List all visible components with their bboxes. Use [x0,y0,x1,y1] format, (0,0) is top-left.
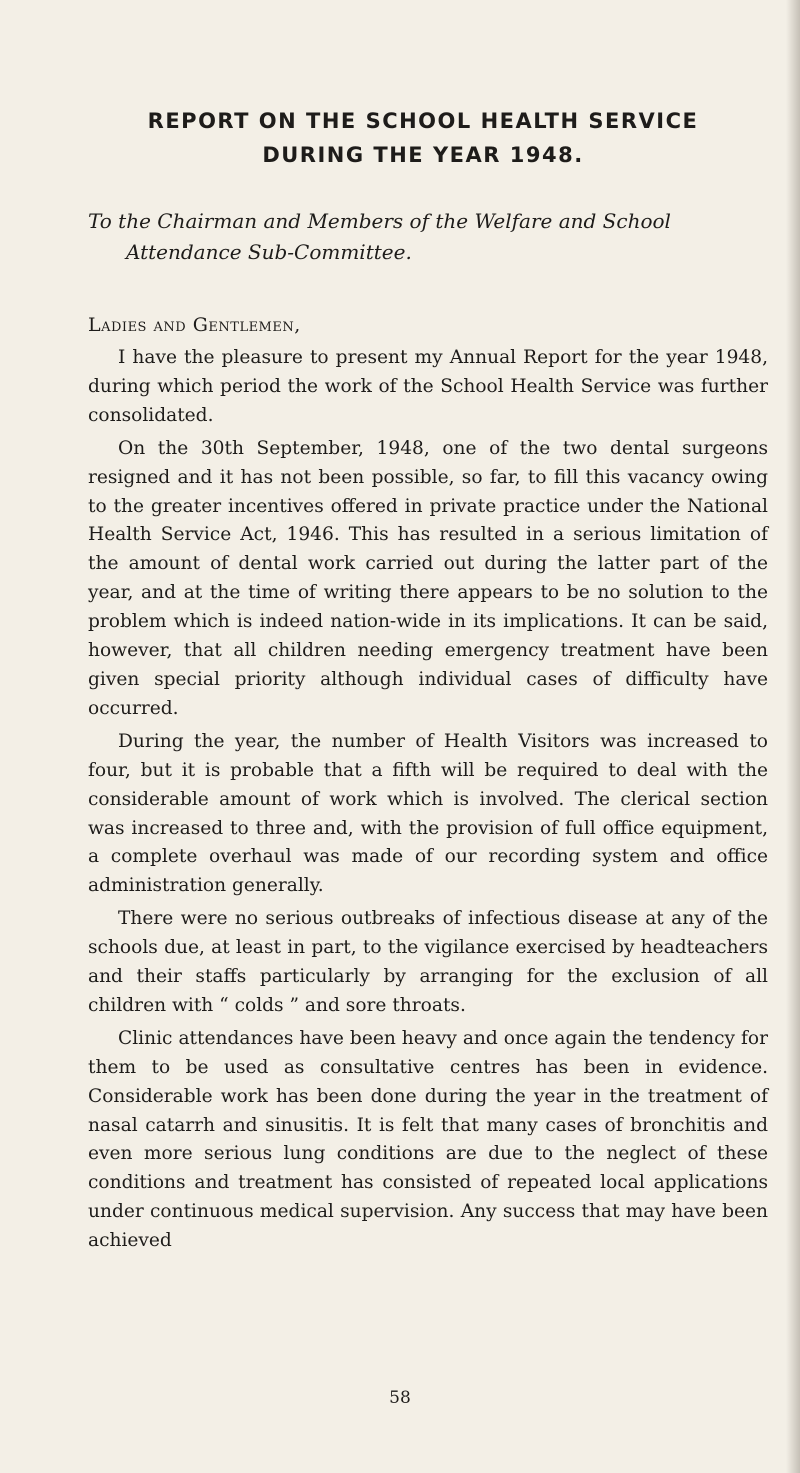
report-title-line-2: DURING THE YEAR 1948. [262,143,584,167]
address-line: To the Chairman and Members of the Welfare and School Attendance Sub-Committee. [88,209,671,264]
report-title-line-1: REPORT ON THE SCHOOL HEALTH SERVICE [147,109,699,133]
page-edge-shadow [786,0,800,1473]
page-number: 58 [389,1388,411,1408]
paragraph-dental-surgeons: On the 30th September, 1948, one of the two dental surgeons resigned and it has not been possible, so far, to fill this vacancy owing to the greater incentives offered in private practice under the National Health Service Act, 1946. This has resulted in a serious limitation of the amount of dental work carried out during the latter part of the year, and at the time of writing there appears to be no solution to the problem which is indeed nation-wide in its implications. It can be said, however, that all children needing emergency treatment have been given special priority although individual cases of difficulty have occurred. [88,437,768,719]
paragraph-health-visitors: During the year, the number of Health Visitors was increased to four, but it is probable that a fifth will be required to deal with the considerable amount of work which is involved. The clerical section was increased to three and, with the provision of full office equipment, a complete overhaul was made of our recording system and office administration generally. [88,730,768,897]
paragraph-clinic-attendances: Clinic attendances have been heavy and once again the tendency for them to be used as consultative centres has been in evidence. Considerable work has been done during the year in the treatment of nasal catarrh and sinusitis. It is felt that many cases of bronchitis and even more serious lung conditions are due to the neglect of these conditions and treatment has consisted of repeated local applications under continuous medical supervision. Any success that may have been achieved [88,1027,768,1252]
paragraph-infectious-disease: There were no serious outbreaks of infectious disease at any of the schools due, at least in part, to the vigilance exercised by headteachers and their staffs particularly by arranging for the exclusion of all children with “ colds ” and sore throats. [88,908,768,1016]
paragraph-annual-report: I have the pleasure to present my Annual Report for the year 1948, during which period the work of the School Health Service was further consolidated. [88,347,768,426]
salutation: Ladies and Gentlemen, [88,314,301,336]
report-title [88,104,768,172]
document-page [88,104,768,1256]
